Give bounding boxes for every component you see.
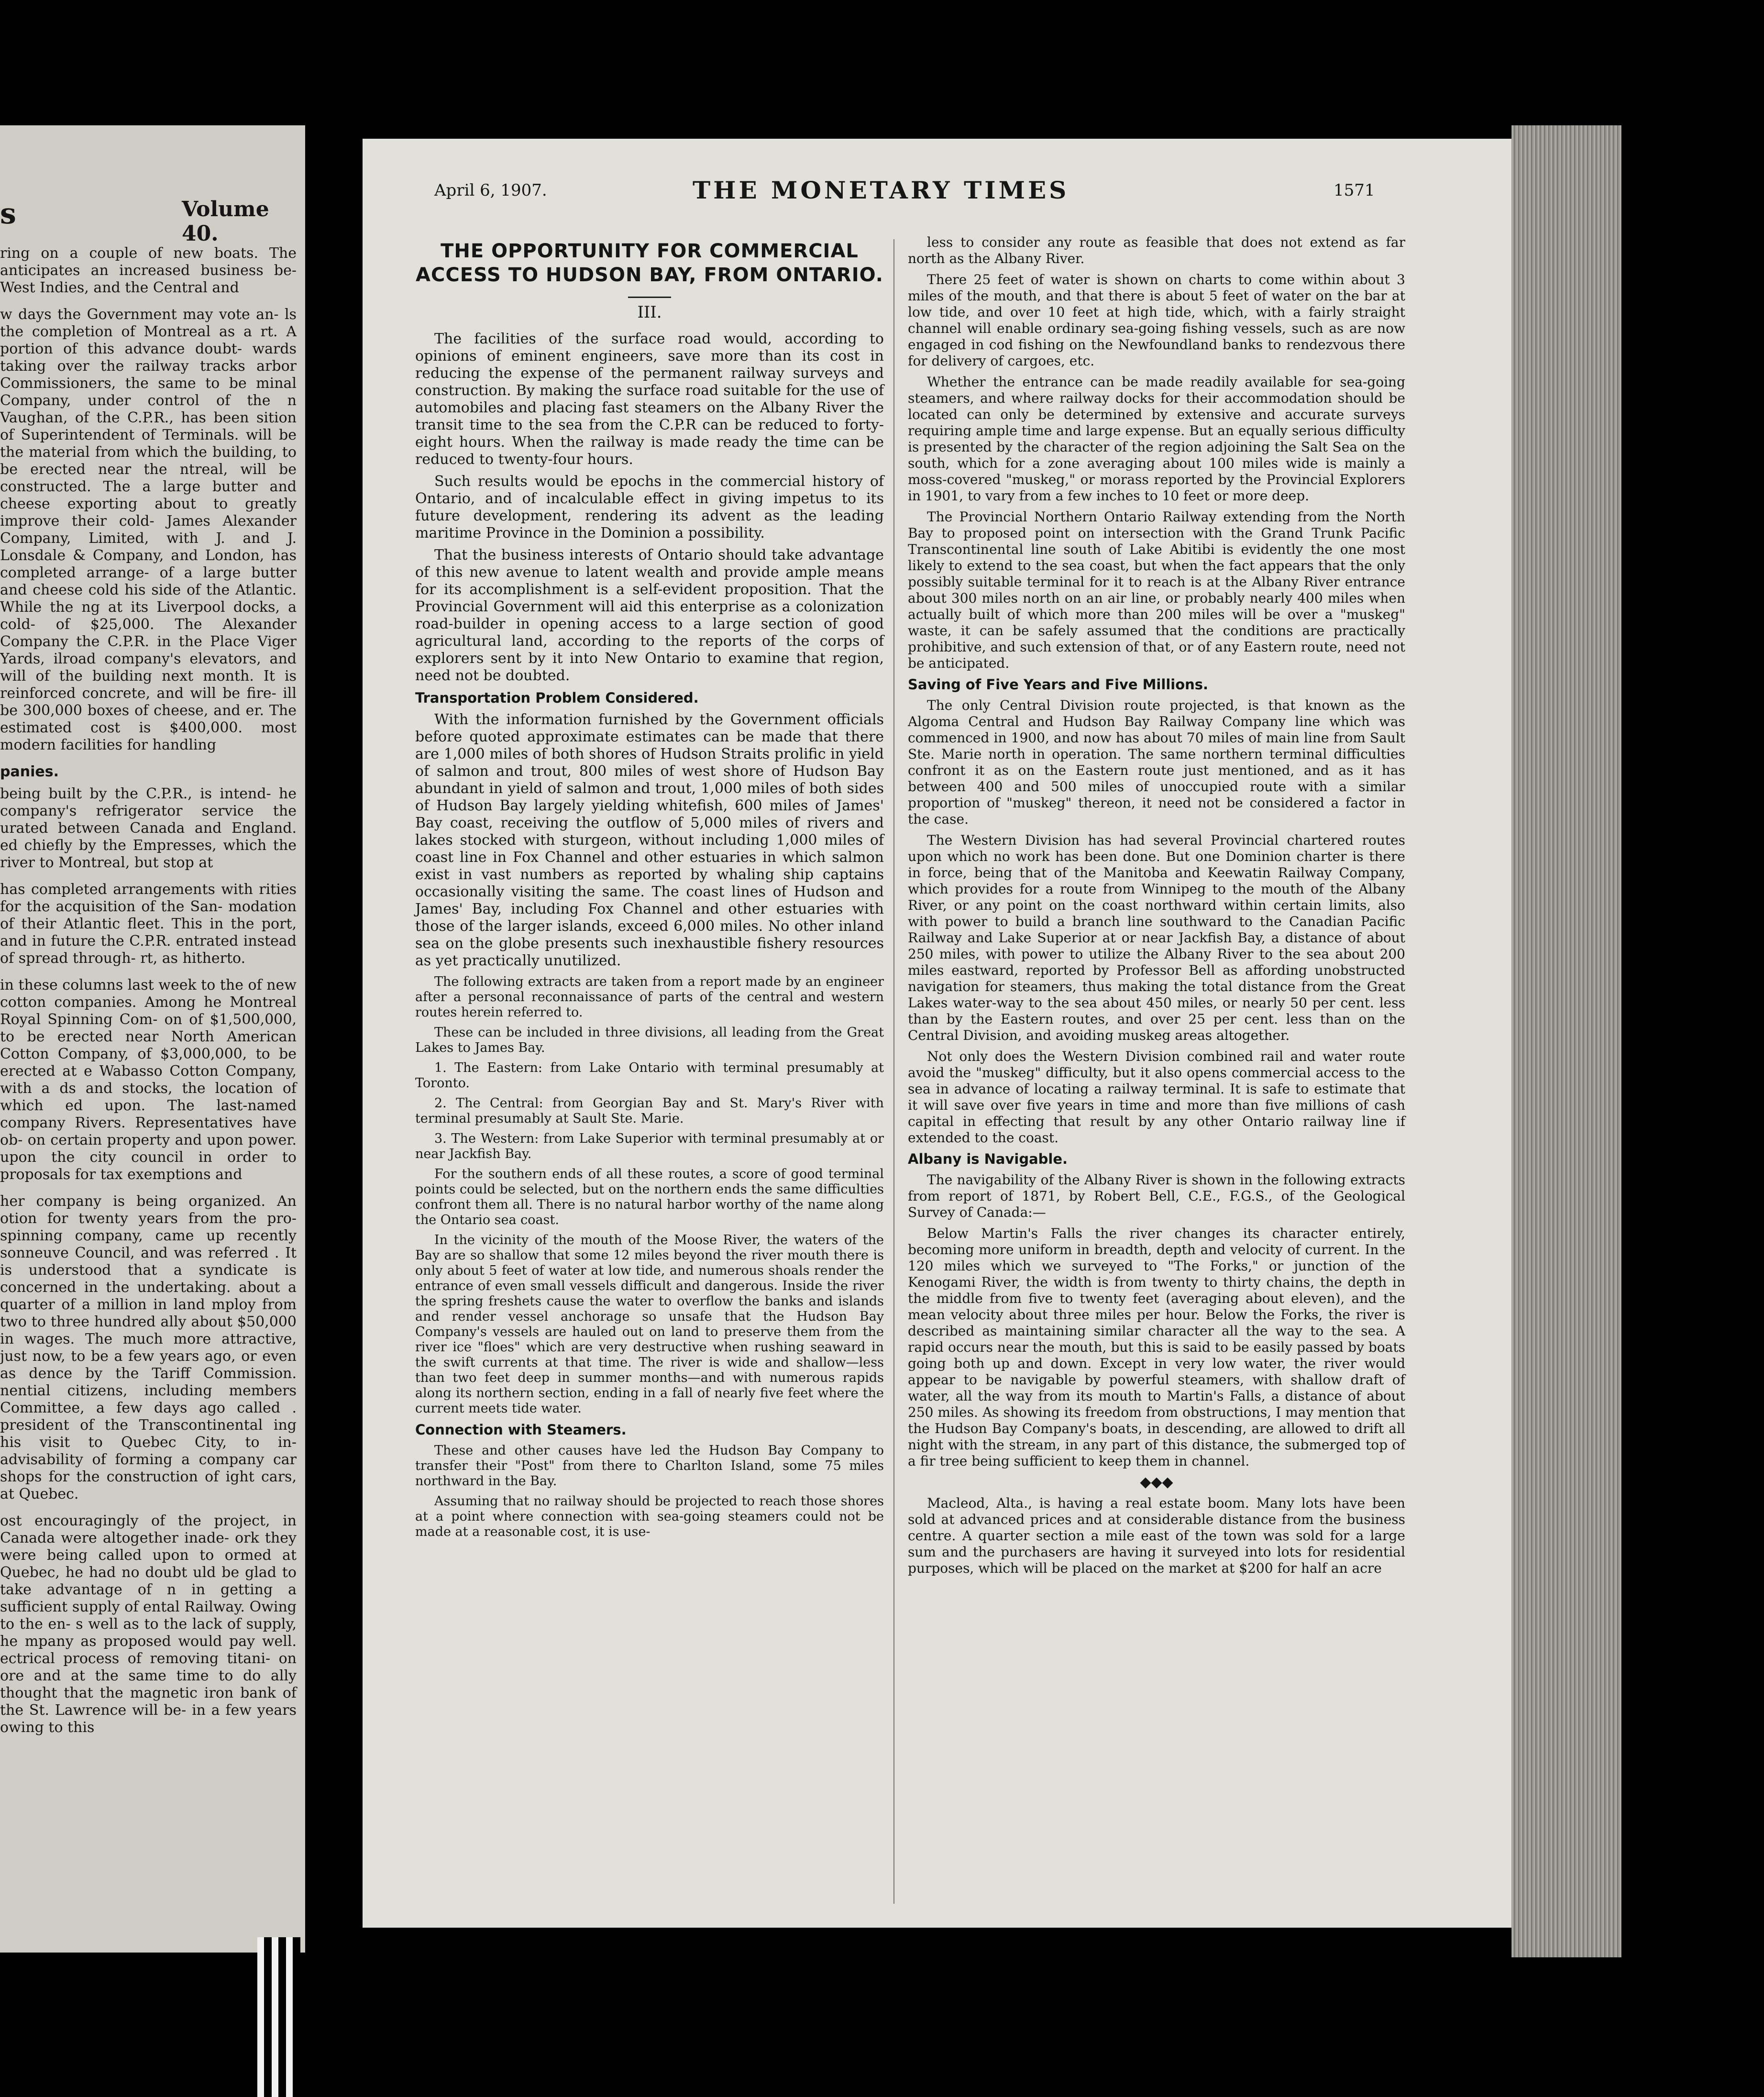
paragraph: With the information furnished by the Government officials before quoted approximate estimates can be made that there are 1,000 miles of both shores of Hudson Straits prolific in yield of salmon and trout, 800 miles of west shore of Hudson Bay abundant in yield of salmon and trout, 1,000 miles of both sides of Hudson Bay largely yielding whitefish, 600 miles of James' Bay coast, receiving the outflow of 5,000 miles of rivers and lakes stocked with sturgeon, without including 1,000 miles of coast line in Fox Channel and other estuaries in which salmon exist in vast numbers as reported by whaling ship captains occasionally visiting the same. The coast lines of Hudson and James' Bay, including Fox Channel and other estuaries with those of the larger islands, exceed 6,000 miles. No other inland sea on the globe presents such inexhaustible fishery resources as yet practically unutilized. <box>415 711 884 969</box>
paragraph: These can be included in three divisions, all leading from the Great Lakes to James Bay. <box>415 1025 884 1055</box>
left-paragraph: being built by the C.P.R., is intend- he company's refrigerator service the urated between Canada and England. ed chiefly by the Empresses, which the river to Montreal, but stop at <box>0 785 297 871</box>
paragraph: Whether the entrance can be made readily available for sea-going steamers, and where railway docks for their accommodation should be located can only be determined by extensive and accurate surveys requiring ample time and large expense. But an equally serious difficulty is presented by the character of the region adjoining the Salt Sea on the south, which for a zone averaging about 100 miles wide is mainly a moss-covered "muskeg," or morass reported by the Provincial Explorers in 1901, to vary from a few inches to 10 feet or more deep. <box>908 374 1405 504</box>
left-page <box>0 125 305 1953</box>
left-column-text <box>0 245 297 1746</box>
article-part-number: III. <box>637 303 662 322</box>
paragraph: The Provincial Northern Ontario Railway extending from the North Bay to proposed point on intersection with the Grand Trunk Pacific Transcontinental line south of Lake Abitibi is evidently the one most likely to extend to the sea coast, but when the fact appears that the only possibly suitable terminal for it to reach is at the Albany River entrance about 300 miles north on an air line, or probably nearly 400 miles when actually built of which more than 200 miles will be over a "muskeg" waste, it can be safely assumed that the conditions are practically prohibitive, and such extension of that, or of any Eastern route, need not be anticipated. <box>908 509 1405 671</box>
left-volume-label: Volume 40. <box>182 197 269 246</box>
film-gutter-marks <box>257 1937 300 2097</box>
left-paragraph: w days the Government may vote an- ls the completion of Montreal as a rt. A portion of this advance doubt- wards taking over the railway tracks arbor Commissioners, the same to be minal Company, under control of the n Vaughan, of the C.P.R., has been sition of Superintendent of Terminals. will be the material from which the building, to be erected near the ntreal, will be constructed. The a large butter and cheese exporting about to greatly improve their cold- James Alexander Company, Limited, with J. and J. Lonsdale & Company, and London, has completed arrange- of a large butter and cheese cold his side of the Atlantic. While the ng at its Liverpool docks, a cold- of $25,000. The Alexander Company the C.P.R. in the Place Viger Yards, ilroad company's elevators, and will of the building next month. It is reinforced concrete, and will be fire- ill be 300,000 boxes of cheese, and er. The estimated cost is $400,000. most modern facilities for handling <box>0 306 297 753</box>
page-header <box>363 176 1520 210</box>
paragraph: 1. The Eastern: from Lake Ontario with terminal presumably at Toronto. <box>415 1060 884 1091</box>
paragraph: For the southern ends of all these routes, a score of good terminal points could be selected, but on the northern ends the same difficulties confront them all. There is no natural harbor worthy of the name along the Ontario sea coast. <box>415 1167 884 1227</box>
paragraph: Not only does the Western Division combined rail and water route avoid the "muskeg" difficulty, but it also opens commercial access to the sea in advance of locating a railway terminal. It is safe to estimate that it will save over five years in time and more than five millions of cash capital in effecting that result by any other Ontario railway line if extended to the coast. <box>908 1048 1405 1146</box>
paragraph: In the vicinity of the mouth of the Moose River, the waters of the Bay are so shallow that some 12 miles beyond the river mouth there is only about 5 feet of water at low tide, and numerous shoals render the entrance of even small vessels difficult and dangerous. Inside the river the spring freshets cause the water to overflow the banks and islands and render vessel anchorage so unsafe that the Hudson Bay Company's vessels are hauled out on land to preserve them from the river ice "floes" which are very destructive when rushing seaward in the swift currents at that time. The river is wide and shallow—less than two feet deep in summer months—and with numerous rapids along its northern section, ending in a fall of nearly five feet where the current meets tide water. <box>415 1233 884 1416</box>
section-heading: Albany is Navigable. <box>908 1151 1068 1167</box>
article-title: THE OPPORTUNITY FOR COMMERCIAL ACCESS TO HUDSON BAY, FROM ONTARIO. <box>416 240 883 286</box>
paragraph: Such results would be epochs in the commercial history of Ontario, and of incalculable effect in giving impetus to its future development, rendering its advent as the leading maritime Province in the Dominion a possibility. <box>415 473 884 541</box>
paragraph: The facilities of the surface road would, according to opinions of eminent engineers, save more than its cost in reducing the expense of the permanent railway surveys and construction. By making the surface road suitable for the use of automobiles and placing fast steamers on the Albany River the transit time to the sea from the C.P.R can be reduced to forty-eight hours. When the railway is made ready the time can be reduced to twenty-four hours. <box>415 331 884 468</box>
left-subhead: panies. <box>0 763 59 780</box>
book-page-edges <box>1511 125 1621 1957</box>
paragraph: There 25 feet of water is shown on charts to come within about 3 miles of the mouth, and that there is about 5 feet of water on the bar at low tide, and over 10 feet at high tide, which, with a fairly straight channel will enable ordinary sea-going fishing vessels, such as are now engaged in cod fishing on the Newfoundland banks to rendezvous there for delivery of cargoes, etc. <box>908 272 1405 369</box>
paragraph: Assuming that no railway should be projected to reach those shores at a point where connection with sea-going steamers could not be made at a reasonable cost, it is use- <box>415 1494 884 1539</box>
header-date: April 6, 1907. <box>434 181 547 200</box>
paragraph: 3. The Western: from Lake Superior with terminal presumably at or near Jackfish Bay. <box>415 1131 884 1161</box>
divider-ornament: ◆◆◆ <box>1140 1474 1173 1490</box>
paragraph: The Western Division has had several Provincial chartered routes upon which no work has been done. But one Dominion charter is there in force, being that of the Manitoba and Keewatin Railway Company, which provides for a route from Winnipeg to the mouth of the Albany River, or any point on the coast northward within certain limits, also with power to build a branch line southward to the Canadian Pacific Railway and Lake Superior at or near Jackfish Bay, a distance of about 250 miles, with power to utilize the Albany River to the sea about 200 miles eastward, reported by Professor Bell as affording unobstructed navigation for steamers, thus making the total distance from the Great Lakes water-way to the sea about 450 miles, or nearly 50 per cent. less than by the Eastern routes, and over 25 per cent. less than on the Central Division, and avoiding muskeg areas altogether. <box>908 832 1405 1043</box>
article-right-column <box>908 234 1405 1581</box>
section-heading: Transportation Problem Considered. <box>415 690 699 706</box>
column-divider <box>893 239 894 1904</box>
left-paragraph: ring on a couple of new boats. The anticipates an increased business be- West Indies, and the Central and <box>0 245 297 296</box>
paragraph: That the business interests of Ontario should take advantage of this new avenue to latent wealth and provide ample means for its accomplishment is a self-evident proposition. That the Provincial Government will aid this enterprise as a colonization road-builder in opening access to a large section of good agricultural land, according to the reports of the corps of explorers sent by it into New Ontario to examine that region, need not be doubted. <box>415 547 884 684</box>
paragraph: The navigability of the Albany River is shown in the following extracts from report of 1871, by Robert Bell, C.E., F.G.S., of the Geological Survey of Canada:— <box>908 1172 1405 1220</box>
paragraph: The following extracts are taken from a report made by an engineer after a personal reconnaissance of parts of the central and western routes herein referred to. <box>415 974 884 1020</box>
paragraph: These and other causes have led the Hudson Bay Company to transfer their "Post" from there to Charlton Island, some 75 miles northward in the Bay. <box>415 1443 884 1489</box>
paragraph: less to consider any route as feasible that does not extend as far north as the Albany River. <box>908 234 1405 266</box>
left-paragraph: in these columns last week to the of new cotton companies. Among he Montreal Royal Spinning Com- on of $1,500,000, to be erected near North American Cotton Company, of $3,000,000, to be erected at e Wabasso Cotton Company, with a ds and stocks, the location of which ed upon. The last-named company Rivers. Representatives have ob- on certain property and upon power. upon the city council in order to proposals for tax exemptions and <box>0 977 297 1183</box>
right-page <box>363 139 1520 1928</box>
header-page-number: 1571 <box>1334 181 1375 200</box>
paragraph: Macleod, Alta., is having a real estate boom. Many lots have been sold at advanced prices and at considerable distance from the business centre. A quarter section a mile east of the town was sold for a large sum and the purchasers are having it surveyed into lots for residential purposes, which will be placed on the market at $200 for half an acre <box>908 1495 1405 1576</box>
small-print-block <box>415 974 884 1540</box>
section-heading: Saving of Five Years and Five Millions. <box>908 676 1209 693</box>
left-paragraph: ost encouragingly of the project, in Canada were altogether inade- ork they were being called upon to ormed at Quebec, he had no doubt uld be glad to take advantage of n in getting a sufficient supply of ental Railway. Owing to the en- s well as to the lack of supply, he mpany as proposed would pay well. ectrical process of removing titani- on ore and at the same time to do ally thought that the magnetic iron bank of the St. Lawrence will be- in a few years owing to this <box>0 1512 297 1736</box>
left-paragraph: has completed arrangements with rities for the acquisition of the San- modation of their Atlantic fleet. This in the port, and in future the C.P.R. entrated instead of spread through- rt, as hitherto. <box>0 881 297 967</box>
header-title: THE MONETARY TIMES <box>693 176 1069 204</box>
paragraph: 2. The Central: from Georgian Bay and St. Mary's River with terminal presumably at Sault Ste. Marie. <box>415 1096 884 1126</box>
left-header-fragment: s <box>0 197 16 231</box>
paragraph: Below Martin's Falls the river changes its character entirely, becoming more uniform in breadth, depth and velocity of current. In the 120 miles which we surveyed to "The Forks," or junction of the Kenogami River, the width is from twenty to thirty chains, the depth in the middle from five to twenty feet (averaging about eleven), and the mean velocity about three miles per hour. Below the Forks, the river is described as maintaining similar character all the way to the sea. A rapid occurs near the mouth, but this is said to be easily passed by boats going both up and down. Except in very low water, the river would appear to be navigable by powerful steamers, with shallow draft of water, all the way from its mouth to Martin's Falls, a distance of about 250 miles. As showing its freedom from obstructions, I may mention that the Hudson Bay Company's boats, in descending, are allowed to drift all night with the stream, in any part of this distance, the submerged top of a fir tree being sufficient to keep them in channel. <box>908 1225 1405 1469</box>
title-rule <box>628 297 671 298</box>
left-paragraph: her company is being organized. An otion for twenty years from the pro- spinning company, came up recently sonneuve Council, and was referred . It is understood that a syndicate is concerned in the undertaking. about a quarter of a million in land mploy from two to three hundred ally about $50,000 in wages. The much more attractive, just now, to be a few years ago, or even as dence by the Tariff Commission. nential citizens, including members Committee, a few days ago called . president of the Transcontinental ing his visit to Quebec City, to in- advisability of forming a company car shops for the construction of ight cars, at Quebec. <box>0 1193 297 1502</box>
article-left-column <box>415 239 884 1545</box>
section-heading: Connection with Steamers. <box>415 1422 627 1438</box>
paragraph: The only Central Division route projected, is that known as the Algoma Central and Hudson Bay Railway Company line which was commenced in 1900, and now has about 70 miles of main line from Sault Ste. Marie north in operation. The same northern terminal difficulties confront it as on the Eastern route just mentioned, and as it has between 400 and 500 miles of unoccupied route with a similar proportion of "muskeg" thereon, it need not be considered a factor in the case. <box>908 697 1405 827</box>
